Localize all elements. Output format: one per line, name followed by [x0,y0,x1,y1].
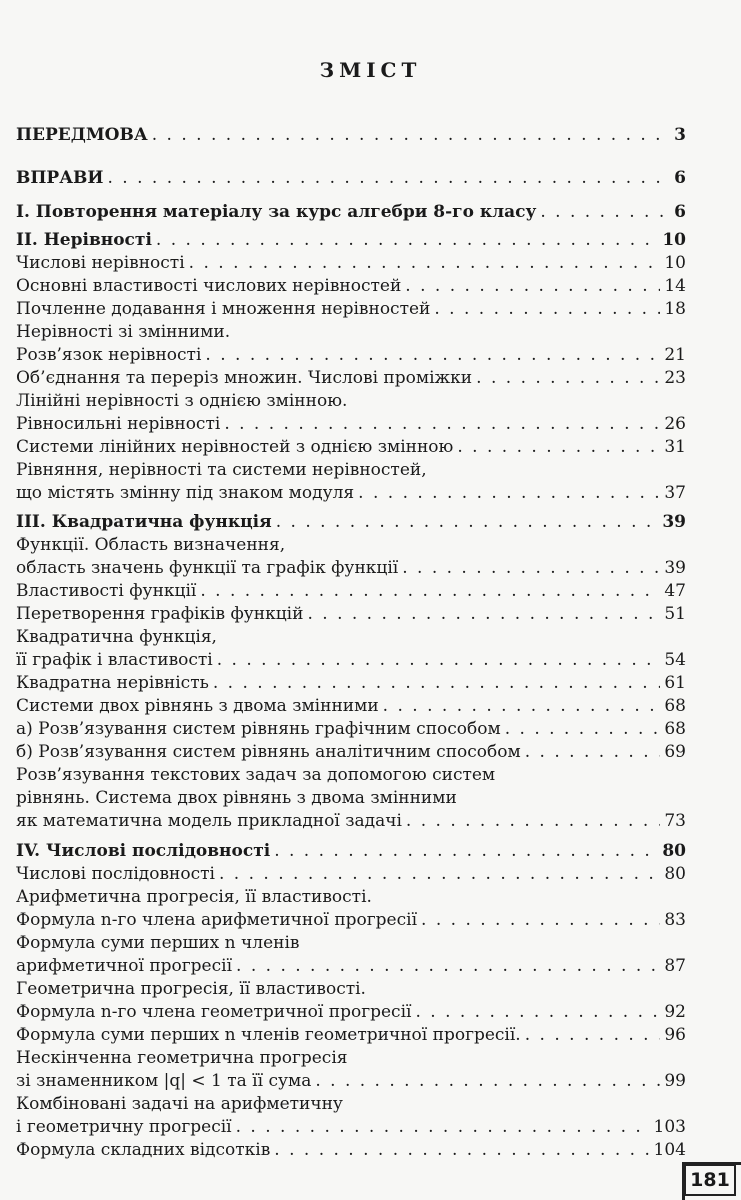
toc-entry-title: Системи двох рівнянь з двома змінними [16,696,379,716]
toc-entry-title: Основні властивості числових нерівностей [16,276,402,296]
toc-entry-page: 103 [653,1117,686,1137]
dot-leader [107,167,664,189]
toc-entry-title: арифметичної прогресії [16,956,233,976]
dot-leader [457,436,660,458]
toc-entry-title: і геометричну прогресії [16,1117,232,1137]
toc-entry[interactable] [16,718,686,740]
dot-leader [276,511,659,533]
toc-entry[interactable] [16,252,686,274]
dot-leader [274,840,658,862]
toc-entry[interactable] [16,1070,686,1092]
toc-entry-title: Функції. Область визначення, [16,535,286,555]
toc-entry-page: 14 [664,276,686,296]
toc-entry-page: 92 [664,1002,686,1022]
toc-entry-page: 80 [664,864,686,884]
toc-entry[interactable] [16,1116,686,1138]
toc-entry[interactable] [16,672,686,694]
toc-entry[interactable] [16,167,686,189]
toc-entry-title: Квадратична функція, [16,627,217,647]
toc-entry-page: 99 [664,1071,686,1091]
dot-leader [358,482,660,504]
toc-entry[interactable] [16,840,686,862]
toc-entry[interactable] [16,1139,686,1161]
toc-entry-page: 3 [674,125,686,145]
toc-entry-title: ІІ. Нерівності [16,230,152,250]
toc-entry-title: Рівняння, нерівності та системи нерівностей, [16,460,427,480]
toc-entry[interactable] [16,436,686,458]
toc-entry-title: Формула суми перших n членів [16,933,300,953]
toc-entry[interactable] [16,741,686,763]
toc-entry-title: зі знаменником |q| < 1 та її сума [16,1071,312,1091]
toc-entry[interactable] [16,1093,686,1115]
dot-leader [415,1001,660,1023]
toc-entry-title: ІІІ. Квадратична функція [16,512,272,532]
dot-leader [152,124,664,146]
toc-entry-title: б) Розв’язування систем рівнянь аналітичним способом [16,742,521,762]
toc-entry-title: Числові послідовності [16,864,215,884]
toc-entry-title: І. Повторення матеріалу за курс алгебри 8-го класу [16,202,537,222]
page-title: ЗМІСТ [319,58,422,82]
toc-entry-page: 73 [664,811,686,831]
dot-leader [406,810,660,832]
dot-leader [540,201,664,223]
toc-entry-page: 6 [674,168,686,188]
dot-leader [405,275,660,297]
dot-leader [476,367,660,389]
dot-leader [383,695,661,717]
toc-entry-title: Лінійні нерівності з однією змінною. [16,391,348,411]
dot-leader [189,252,661,274]
toc-entry[interactable] [16,626,686,648]
toc-entry[interactable] [16,1024,686,1046]
toc-entry[interactable] [16,367,686,389]
toc-entry-page: 80 [662,841,686,861]
toc-entry[interactable] [16,229,686,251]
toc-entry-title: Об’єднання та переріз множин. Числові проміжки [16,368,473,388]
toc-entry-title: Формула n-го члена арифметичної прогресії [16,910,418,930]
toc-entry-title: область значень функції та графік функції [16,558,399,578]
toc-entry-title: Нерівності зі змінними. [16,322,231,342]
toc-entry-page: 37 [664,483,686,503]
toc-entry-title: ВПРАВИ [16,168,104,188]
toc-entry-title: Почленне додавання і множення нерівностей [16,299,431,319]
toc-entry[interactable] [16,482,686,504]
dot-leader [434,298,660,320]
toc-entry-title: рівнянь. Система двох рівнянь з двома змінними [16,788,457,808]
toc-entry[interactable] [16,459,686,481]
toc-entry-page: 18 [664,299,686,319]
toc-entry-page: 21 [664,345,686,365]
toc-entry[interactable] [16,955,686,977]
toc-entry-title: Властивості функції [16,581,197,601]
toc-entry[interactable] [16,932,686,954]
dot-leader [402,557,660,579]
toc-entry-page: 104 [653,1140,686,1160]
toc-entry-page: 68 [664,719,686,739]
toc-entry-page: 26 [664,414,686,434]
dot-leader [274,1139,649,1161]
toc-entry-page: 10 [664,253,686,273]
toc-entry[interactable] [16,909,686,931]
toc-entry[interactable] [16,695,686,717]
toc-entry[interactable] [16,557,686,579]
toc-entry-page: 54 [664,650,686,670]
toc-entry-title: що містять змінну під знаком модуля [16,483,355,503]
toc-entry-title: Системи лінійних нерівностей з однією змінною [16,437,454,457]
toc-entry[interactable] [16,298,686,320]
dot-leader [505,718,661,740]
dot-leader [200,580,660,602]
dot-leader [236,955,660,977]
toc-entry-title: Числові нерівності [16,253,185,273]
dot-leader [236,1116,650,1138]
toc-entry[interactable] [16,810,686,832]
toc-entry-title: Перетворення графіків функцій [16,604,304,624]
toc-entry-title: а) Розв’язування систем рівнянь графічним способом [16,719,501,739]
toc-entry-title: Розв’язок нерівності [16,345,202,365]
dot-leader [525,741,661,763]
toc-entry-page: 6 [674,202,686,222]
toc-entry[interactable] [16,275,686,297]
toc-entry[interactable] [16,124,686,146]
page-number: 181 [684,1164,736,1196]
dot-leader [307,603,660,625]
toc-entry-page: 69 [664,742,686,762]
dot-leader [156,229,658,251]
toc-entry[interactable] [16,764,686,786]
toc-entry-page: 39 [664,558,686,578]
toc-entry-title: як математична модель прикладної задачі [16,811,402,831]
dot-leader [217,649,661,671]
toc-entry[interactable] [16,413,686,435]
toc-entry-page: 10 [662,230,686,250]
dot-leader [315,1070,660,1092]
toc-entry[interactable] [16,511,686,533]
toc-entry[interactable] [16,863,686,885]
toc-entry-page: 83 [664,910,686,930]
dot-leader [213,672,661,694]
toc-entry-title: IV. Числові послідовності [16,841,271,861]
toc-entry-title: Розв’язування текстових задач за допомогою систем [16,765,496,785]
toc-entry-page: 51 [664,604,686,624]
toc-entry[interactable] [16,201,686,223]
dot-leader [219,863,660,885]
toc-entry[interactable] [16,580,686,602]
toc-entry-title: Формула складних відсотків [16,1140,271,1160]
toc-entry-title: Квадратна нерівність [16,673,209,693]
toc-entry-page: 96 [664,1025,686,1045]
toc-entry[interactable] [16,321,686,343]
toc-entry[interactable] [16,603,686,625]
toc-entry[interactable] [16,1047,686,1069]
toc-entry-title: Формула суми перших n членів геометричної прогресії. [16,1025,521,1045]
dot-leader [421,909,660,931]
toc-entry-page: 23 [664,368,686,388]
dot-leader [525,1024,661,1046]
toc-entry-title: її графік і властивості [16,650,213,670]
toc-entry[interactable] [16,1001,686,1023]
toc-entry[interactable] [16,344,686,366]
toc-entry-title: Комбіновані задачі на арифметичну [16,1094,343,1114]
toc-entry-page: 39 [662,512,686,532]
toc-entry-title: Геометрична прогресія, її властивості. [16,979,366,999]
toc-entry-page: 61 [664,673,686,693]
dot-leader [205,344,660,366]
toc-entry[interactable] [16,886,686,908]
toc-entry[interactable] [16,787,686,809]
toc-entry-title: Арифметична прогресія, її властивості. [16,887,372,907]
toc-entry-page: 31 [664,437,686,457]
toc-entry-title: Нескінченна геометрична прогресія [16,1048,348,1068]
toc-entry-title: Формула n-го члена геометричної прогресії [16,1002,412,1022]
toc-entry-page: 47 [664,581,686,601]
dot-leader [224,413,660,435]
toc-entry[interactable] [16,649,686,671]
toc-entry[interactable] [16,978,686,1000]
toc-entry[interactable] [16,534,686,556]
toc-entry[interactable] [16,390,686,412]
toc-entry-title: Рівносильні нерівності [16,414,221,434]
toc-entry-title: ПЕРЕДМОВА [16,125,148,145]
toc-entry-page: 68 [664,696,686,716]
toc-entry-page: 87 [664,956,686,976]
